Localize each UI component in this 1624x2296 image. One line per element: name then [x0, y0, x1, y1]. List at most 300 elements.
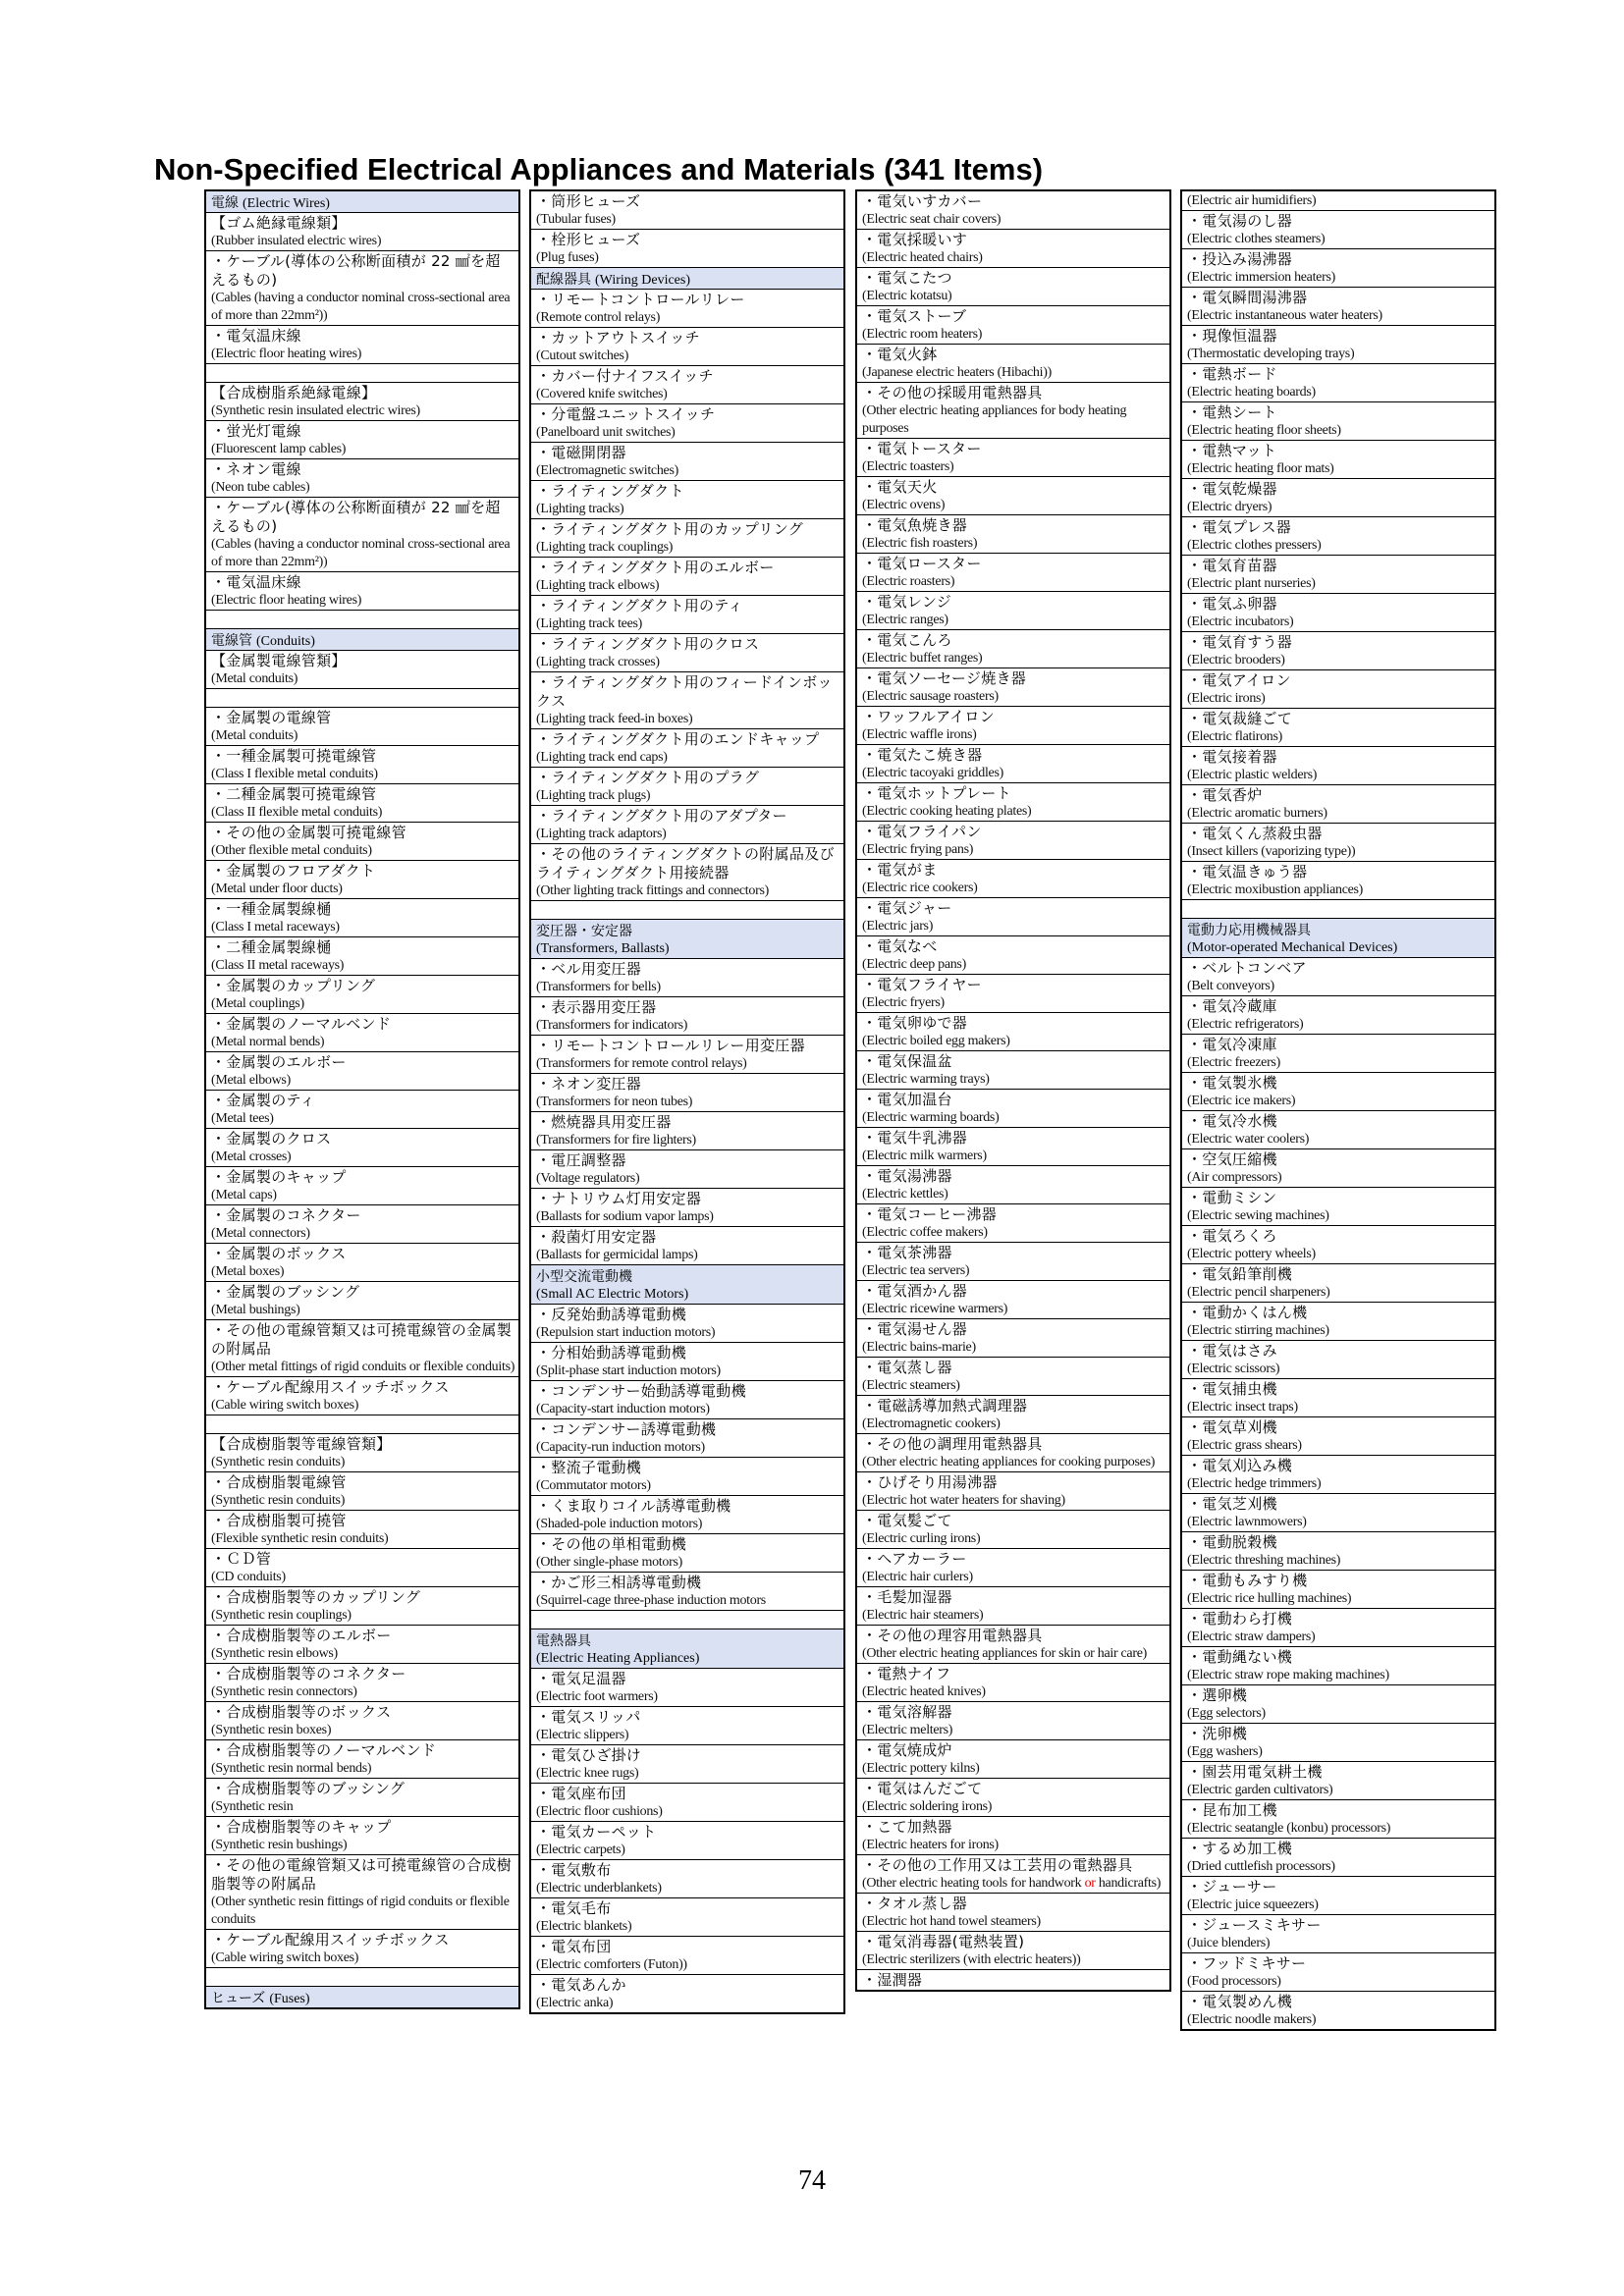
item-name-ja: ・ワッフルアイロン	[862, 708, 996, 725]
item-name-ja: ・ナトリウム灯用安定器	[536, 1190, 702, 1207]
list-item	[1182, 517, 1494, 556]
list-item	[206, 651, 518, 689]
item-name-en: (Electric blankets)	[536, 1919, 632, 1934]
list-item	[1182, 211, 1494, 249]
list-item	[206, 1817, 518, 1855]
item-name-en: (Other electric heating appliances for cooking purposes)	[862, 1455, 1156, 1469]
list-item	[531, 1822, 843, 1860]
item-name-en: (Electric moxibustion appliances)	[1187, 882, 1364, 897]
item-name-ja: ・電気ホットプレート	[862, 784, 1011, 802]
list-item	[857, 1358, 1169, 1396]
list-item	[1182, 1877, 1494, 1915]
list-item	[1182, 1532, 1494, 1571]
item-name-en: (Insect killers (vaporizing type))	[1187, 844, 1356, 859]
list-item	[857, 306, 1169, 345]
list-item	[206, 1244, 518, 1282]
list-item	[206, 1377, 518, 1415]
item-name-en: (Electric ovens)	[862, 498, 946, 512]
item-name-en: (Repulsion start induction motors)	[536, 1325, 716, 1340]
item-name-en: (Neon tube cables)	[211, 480, 310, 495]
item-name-en: (Class II metal raceways)	[211, 958, 345, 973]
list-item	[1182, 1571, 1494, 1609]
item-name-en: (Electric waffle irons)	[862, 727, 977, 742]
list-item	[857, 1434, 1169, 1472]
item-name-ja: 【合成樹脂製等電線管類】	[211, 1435, 392, 1453]
item-name-ja: ・現像恒温器	[1187, 327, 1277, 345]
item-name-ja: ・園芸用電気耕土機	[1187, 1763, 1323, 1781]
list-item	[531, 1937, 843, 1975]
item-name-ja: ・合成樹脂製等のコネクター	[211, 1665, 406, 1682]
category-header	[531, 1265, 843, 1305]
item-name-ja: ・その他の工作用又は工芸用の電熱器具	[862, 1856, 1133, 1874]
item-name-en: (Food processors)	[1187, 1974, 1281, 1989]
item-name-en: (Electric heated knives)	[862, 1684, 986, 1699]
list-item	[1182, 1149, 1494, 1188]
item-name-en: (Electric clothes steamers)	[1187, 232, 1326, 246]
list-item	[206, 1855, 518, 1930]
item-name-en: (Squirrel-cage three-phase induction motors	[536, 1593, 766, 1608]
item-name-en: (Synthetic resin conduits)	[211, 1493, 346, 1508]
item-name-en: (Electric air humidifiers)	[1187, 193, 1317, 208]
item-name-ja: ・電磁誘導加熱式調理器	[862, 1397, 1028, 1415]
item-name-en: (Transformers for bells)	[536, 980, 661, 994]
item-name-ja: ・電気牛乳沸器	[862, 1129, 968, 1147]
item-name-ja: ・電気冷水機	[1187, 1112, 1277, 1130]
list-item	[1182, 1494, 1494, 1532]
item-name-ja: ・電気溶解器	[862, 1703, 952, 1721]
item-name-en: (Electric hot hand towel steamers)	[862, 1914, 1041, 1929]
item-name-ja: ・電気レンジ	[862, 593, 952, 611]
item-name-en: (Lighting track couplings)	[536, 540, 674, 555]
item-name-ja: ・選卵機	[1187, 1686, 1248, 1704]
item-name-ja: ・電気香炉	[1187, 786, 1263, 804]
item-name-en: (Electric floor cushions)	[536, 1804, 663, 1819]
list-item	[531, 1975, 843, 2012]
item-name-en: (Electric deep pans)	[862, 957, 966, 972]
list-item	[857, 1090, 1169, 1128]
item-name-ja: ・コンデンサー誘導電動機	[536, 1420, 717, 1438]
list-item	[1182, 709, 1494, 747]
item-name-ja: ・栓形ヒューズ	[536, 231, 641, 248]
item-name-ja: ・電気ひざ掛け	[536, 1746, 642, 1764]
item-name-en: (Other electric heating appliances for body heating purposes	[862, 403, 1127, 436]
item-name-ja: ・ケーブル(導体の公称断面積が 22 ㎟を超えるもの)	[211, 252, 501, 289]
item-name-ja: ・電気茶沸器	[862, 1244, 952, 1261]
item-name-en: (Synthetic resin boxes)	[211, 1723, 332, 1737]
item-name-en: (Metal conduits)	[211, 671, 298, 686]
item-name-en: (Belt conveyors)	[1187, 979, 1274, 993]
list-item	[857, 554, 1169, 592]
item-name-ja: ・電気消毒器(電熱装置)	[862, 1933, 1025, 1950]
item-name-ja: ・ヘアカーラー	[862, 1550, 967, 1568]
item-name-en: (Electromagnetic cookers)	[862, 1416, 1001, 1431]
item-name-ja: ・リモートコントロールリレー	[536, 291, 745, 308]
list-item	[857, 1319, 1169, 1358]
list-item	[531, 1745, 843, 1784]
list-item	[206, 976, 518, 1014]
item-name-en: (Electric juice squeezers)	[1187, 1897, 1319, 1912]
list-item	[857, 1740, 1169, 1779]
item-name-ja: ・電気冷蔵庫	[1187, 997, 1277, 1015]
item-name-ja: ・ベル用変圧器	[536, 960, 642, 978]
item-name-en: (Electric garden cultivators)	[1187, 1783, 1333, 1797]
item-name-en: (Rubber insulated electric wires)	[211, 234, 382, 248]
item-name-ja: ・電動脱穀機	[1187, 1533, 1277, 1551]
item-name-en: (Electric hair curlers)	[862, 1570, 973, 1584]
item-name-en: (Electric hedge trimmers)	[1187, 1476, 1322, 1491]
list-item	[1182, 1188, 1494, 1226]
list-item	[531, 844, 843, 901]
item-name-en: (Electric threshing machines)	[1187, 1553, 1341, 1568]
item-name-en: (Electric heating floor mats)	[1187, 461, 1334, 476]
item-name-ja: ・その他の電線管類又は可撓電線管の合成樹脂製等の附属品	[211, 1856, 513, 1893]
list-item	[206, 823, 518, 861]
blank-row	[206, 611, 518, 629]
item-name-ja: ・電熱シート	[1187, 403, 1277, 421]
list-item	[857, 1281, 1169, 1319]
item-name-ja: ・電気こんろ	[862, 631, 952, 649]
item-name-en: (Electric bains-marie)	[862, 1340, 976, 1355]
category-header-en: (Electric Wires)	[243, 196, 330, 211]
item-name-en: (Electric foot warmers)	[536, 1689, 658, 1704]
column-1	[204, 189, 520, 2009]
item-name-en: (Electric grass shears)	[1187, 1438, 1302, 1453]
list-item	[206, 1052, 518, 1091]
list-item	[531, 1898, 843, 1937]
list-item	[531, 230, 843, 268]
list-item	[857, 1128, 1169, 1166]
item-name-en: (Synthetic resin normal bends)	[211, 1761, 372, 1776]
item-name-en: (Electric steamers)	[862, 1378, 960, 1393]
item-name-ja: ・金属製のクロス	[211, 1130, 332, 1148]
item-name-en: (Remote control relays)	[536, 310, 661, 325]
item-name-ja: ・電気芝刈機	[1187, 1495, 1277, 1513]
item-name-ja: ・ライティングダクト用のクロス	[536, 635, 760, 653]
item-name-en: (Voltage regulators)	[536, 1171, 640, 1186]
item-name-ja: ・電気湯のし器	[1187, 212, 1293, 230]
category-header-ja: 電熱器具	[536, 1633, 591, 1649]
list-item	[857, 477, 1169, 515]
item-name-ja: ・その他の採暖用電熱器具	[862, 384, 1043, 401]
list-item	[1182, 249, 1494, 288]
list-item	[857, 668, 1169, 707]
list-item	[857, 860, 1169, 898]
item-name-en: (Electric fish roasters)	[862, 536, 978, 551]
item-name-ja: ・電気なべ	[862, 937, 938, 955]
list-item	[857, 1779, 1169, 1817]
list-item	[206, 1091, 518, 1129]
category-header-en: (Wiring Devices)	[595, 273, 691, 288]
item-name-ja: ・その他の単相電動機	[536, 1535, 687, 1553]
list-item	[206, 1702, 518, 1740]
item-name-ja: ・空気圧縮機	[1187, 1150, 1277, 1168]
list-item	[857, 1587, 1169, 1626]
item-name-en: (Thermostatic developing trays)	[1187, 347, 1355, 361]
item-name-ja: ・電熱ナイフ	[862, 1665, 951, 1682]
item-name-en: (Lighting track plugs)	[536, 788, 651, 803]
item-name-en: (Lighting track elbows)	[536, 578, 660, 593]
item-name-ja: ・ジュースミキサー	[1187, 1916, 1322, 1934]
item-name-ja: ・ネオン変圧器	[536, 1075, 642, 1093]
item-name-ja: ・電気育苗器	[1187, 557, 1277, 574]
item-name-en: (Electric frying pans)	[862, 842, 974, 857]
list-item	[857, 383, 1169, 439]
list-item	[531, 290, 843, 328]
list-item	[531, 191, 843, 230]
list-item	[531, 1074, 843, 1112]
item-name-en: (Lighting track end caps)	[536, 750, 668, 765]
category-header-en: (Conduits)	[256, 634, 315, 649]
item-name-ja: ・電気アイロン	[1187, 671, 1291, 689]
list-item	[531, 328, 843, 366]
item-name-en: (Electric seatangle (konbu) processors)	[1187, 1821, 1391, 1836]
item-name-ja: ・電気毛布	[536, 1899, 612, 1917]
item-name-en: (Electric toasters)	[862, 459, 954, 474]
blank-row	[206, 364, 518, 383]
item-name-en: (Electric sterilizers (with electric heaters))	[862, 1952, 1081, 1967]
item-name-en: (Electric ricewine warmers)	[862, 1302, 1008, 1316]
list-item	[206, 1472, 518, 1511]
list-item	[531, 1669, 843, 1707]
item-name-ja: ・電気焼成炉	[862, 1741, 952, 1759]
list-item	[857, 1051, 1169, 1090]
item-name-en: (Lighting tracks)	[536, 502, 624, 516]
item-name-ja: ・ライティングダクト用のエルボー	[536, 559, 775, 576]
item-name-ja: ・カットアウトスイッチ	[536, 329, 700, 347]
item-name-en: (Lighting track crosses)	[536, 655, 660, 669]
item-name-ja: ・合成樹脂製等のノーマルベンド	[211, 1741, 437, 1759]
item-name-ja: ・電気湯沸器	[862, 1167, 952, 1185]
list-item	[531, 519, 843, 558]
item-name-en: (Lighting track tees)	[536, 616, 642, 631]
item-name-en: (Panelboard unit switches)	[536, 425, 676, 440]
list-item	[1182, 556, 1494, 594]
list-item	[531, 1534, 843, 1573]
item-name-ja: ・殺菌灯用安定器	[536, 1228, 657, 1246]
item-name-ja: 【合成樹脂系絶縁電線】	[211, 384, 377, 401]
item-name-en: (Electric ranges)	[862, 613, 948, 627]
item-name-en: (Electric heated chairs)	[862, 250, 983, 265]
list-item	[1182, 1111, 1494, 1149]
category-header	[206, 191, 518, 213]
column-4	[1180, 189, 1496, 2031]
item-name-ja: ・ＣＤ管	[211, 1550, 272, 1568]
category-header-ja: 電線管	[211, 633, 252, 649]
category-header-ja: 電動力応用機械器具	[1187, 923, 1311, 938]
item-name-ja: ・電気ふ卵器	[1187, 595, 1277, 613]
item-name-ja: ・電気製めん機	[1187, 1993, 1293, 2010]
item-name-ja: ・電気育すう器	[1187, 633, 1293, 651]
list-item	[531, 672, 843, 729]
item-name-ja: ・電気プレス器	[1187, 518, 1292, 536]
item-name-ja: ・電気はさみ	[1187, 1342, 1277, 1360]
item-name-ja: ・コンデンサー始動誘導電動機	[536, 1382, 746, 1400]
category-header-ja: ヒューズ	[211, 1991, 266, 2006]
item-name-en: (Electric roasters)	[862, 574, 955, 589]
item-name-en: (Electric anka)	[536, 1996, 614, 2010]
item-name-en: (Dried cuttlefish processors)	[1187, 1859, 1335, 1874]
list-item	[1182, 1456, 1494, 1494]
item-name-ja: ・電気布団	[536, 1938, 612, 1955]
item-name-ja: ・電気フライパン	[862, 823, 982, 840]
list-item	[531, 1150, 843, 1189]
item-name-ja: ・電気温きゅう器	[1187, 863, 1308, 881]
item-name-en: (Electric scissors)	[1187, 1362, 1280, 1376]
item-name-en: (Metal boxes)	[211, 1264, 285, 1279]
list-item	[206, 572, 518, 611]
item-name-en: (Electric knee rugs)	[536, 1766, 639, 1781]
list-item	[206, 326, 518, 364]
item-name-en: (Cable wiring switch boxes)	[211, 1398, 359, 1413]
item-name-en: (Metal normal bends)	[211, 1035, 325, 1049]
item-name-ja: ・電気ストーブ	[862, 307, 967, 325]
list-item	[531, 1343, 843, 1381]
list-item	[857, 1664, 1169, 1702]
list-item	[1182, 1647, 1494, 1685]
list-item	[206, 1205, 518, 1244]
item-name-ja: ・湿潤器	[862, 1971, 923, 1989]
list-item	[1182, 1341, 1494, 1379]
item-name-en: (Other flexible metal conduits)	[211, 843, 372, 858]
list-item	[1182, 326, 1494, 364]
item-name-en: (Electric instantaneous water heaters)	[1187, 308, 1382, 323]
item-name-en: (Other synthetic resin fittings of rigid conduits or flexible conduits	[211, 1895, 510, 1927]
list-item	[1182, 1264, 1494, 1303]
item-name-en: (Class I flexible metal conduits)	[211, 767, 378, 781]
list-item	[206, 784, 518, 823]
item-name-en: (Electric kotatsu)	[862, 289, 952, 303]
item-name-en: (Metal under floor ducts)	[211, 881, 343, 896]
item-name-en: (Electric floor heating wires)	[211, 347, 362, 361]
item-name-en: (Electric jars)	[862, 919, 934, 934]
list-item	[1182, 747, 1494, 785]
category-header-en: (Fuses)	[269, 1992, 310, 2006]
item-name-en: (Synthetic resin insulated electric wires)	[211, 403, 420, 418]
item-name-ja: ・電気スリッパ	[536, 1708, 641, 1726]
item-name-en: (Electric plastic welders)	[1187, 768, 1318, 782]
column-2	[529, 189, 845, 2014]
list-item	[1182, 1609, 1494, 1647]
item-name-en: (Class II flexible metal conduits)	[211, 805, 383, 820]
item-name-ja: ・投込み湯沸器	[1187, 250, 1293, 268]
list-item	[1182, 1073, 1494, 1111]
list-item	[206, 251, 518, 326]
list-item	[531, 1707, 843, 1745]
item-name-en: (Cutout switches)	[536, 348, 629, 363]
item-name-en: (Electric fryers)	[862, 995, 945, 1010]
list-item	[1182, 402, 1494, 441]
item-name-ja: ・電気蒸し器	[862, 1359, 952, 1376]
item-name-ja: ・タオル蒸し器	[862, 1895, 968, 1912]
item-name-ja: ・その他の調理用電熱器具	[862, 1435, 1043, 1453]
list-item	[1182, 824, 1494, 862]
blank-row	[206, 689, 518, 708]
item-name-en: (Synthetic resin couplings)	[211, 1608, 352, 1623]
item-name-en: (Electric room heaters)	[862, 327, 983, 342]
page-number: 74	[798, 2165, 826, 2196]
list-item	[206, 1587, 518, 1626]
list-item	[206, 1167, 518, 1205]
item-name-ja: ・電気冷凍庫	[1187, 1036, 1277, 1053]
list-item	[1182, 1035, 1494, 1073]
list-item	[1182, 670, 1494, 709]
list-item	[1182, 1379, 1494, 1417]
item-name-ja: ・リモートコントロールリレー用変圧器	[536, 1037, 805, 1054]
blank-row	[1182, 900, 1494, 919]
list-item	[1182, 441, 1494, 479]
item-name-en: (CD conduits)	[211, 1570, 286, 1584]
item-name-ja: ・電気はんだごて	[862, 1780, 983, 1797]
item-name-ja: ・カバー付ナイフスイッチ	[536, 367, 714, 385]
item-name-ja: ・合成樹脂製等のエルボー	[211, 1627, 392, 1644]
item-name-en: (Electric water coolers)	[1187, 1132, 1310, 1147]
list-item	[206, 708, 518, 746]
item-name-en: (Metal elbows)	[211, 1073, 291, 1088]
list-item	[857, 1702, 1169, 1740]
item-name-ja: ・くま取りコイル誘導電動機	[536, 1497, 731, 1515]
item-name-ja: ・ケーブル配線用スイッチボックス	[211, 1378, 450, 1396]
item-name-en: (Electric seat chair covers)	[862, 212, 1001, 227]
item-name-en: (Electric comforters (Futon))	[536, 1957, 687, 1972]
item-name-ja: ・その他の電線管類又は可撓電線管の金属製の附属品	[211, 1321, 513, 1358]
category-header-en: (Small AC Electric Motors)	[536, 1287, 689, 1302]
item-name-en: (Egg selectors)	[1187, 1706, 1266, 1721]
item-name-ja: ・電気接着器	[1187, 748, 1277, 766]
item-name-en: (Ballasts for germicidal lamps)	[536, 1248, 698, 1262]
item-name-ja: ・電気ソーセージ焼き器	[862, 669, 1027, 687]
item-name-ja: ・電動縄ない機	[1187, 1648, 1293, 1666]
item-name-ja: ・電気カーペット	[536, 1823, 657, 1841]
item-name-en: (Transformers for neon tubes)	[536, 1095, 693, 1109]
list-item	[1182, 1685, 1494, 1724]
list-item	[206, 421, 518, 459]
list-item	[857, 1013, 1169, 1051]
list-item	[857, 822, 1169, 860]
item-name-en: (Other electric heating tools for handwork or handicrafts)	[862, 1876, 1162, 1891]
list-item	[1182, 1800, 1494, 1839]
item-name-ja: ・ネオン電線	[211, 460, 301, 478]
list-item	[857, 707, 1169, 745]
item-name-ja: ・電気髪ごて	[862, 1512, 952, 1529]
list-item	[206, 1320, 518, 1377]
item-name-ja: ・電気温床線	[211, 573, 301, 591]
list-item	[531, 1305, 843, 1343]
list-item	[1182, 288, 1494, 326]
item-name-ja: ・金属製のコネクター	[211, 1206, 361, 1224]
item-name-en: (Plug fuses)	[536, 250, 599, 265]
item-name-en: (Cable wiring switch boxes)	[211, 1950, 359, 1965]
list-item	[531, 1036, 843, 1074]
item-name-ja: ・電動もみすり機	[1187, 1572, 1308, 1589]
list-item	[857, 975, 1169, 1013]
item-name-ja: ・ライティングダクト用のプラグ	[536, 769, 760, 786]
item-name-en: (Electric boiled egg makers)	[862, 1034, 1010, 1048]
item-name-en: (Class I metal raceways)	[211, 920, 340, 934]
item-name-en: (Electric noodle makers)	[1187, 2012, 1317, 2027]
item-name-ja: ・一種金属製可撓電線管	[211, 747, 377, 765]
list-item	[206, 1511, 518, 1549]
item-name-en: (Electric heating boards)	[1187, 385, 1316, 400]
item-name-en: (Cables (having a conductor nominal cross-sectional area of more than 22mm²))	[211, 537, 511, 569]
item-name-ja: 【ゴム絶縁電線類】	[211, 214, 347, 232]
item-name-en: (Split-phase start induction motors)	[536, 1363, 721, 1378]
item-name-ja: ・ライティングダクト用のティ	[536, 597, 743, 614]
item-name-en: (Electric melters)	[862, 1723, 953, 1737]
list-item	[1182, 632, 1494, 670]
item-name-ja: ・分電盤ユニットスイッチ	[536, 405, 716, 423]
item-name-en: (Flexible synthetic resin conduits)	[211, 1531, 389, 1546]
item-name-ja: ・電気座布団	[536, 1785, 626, 1802]
